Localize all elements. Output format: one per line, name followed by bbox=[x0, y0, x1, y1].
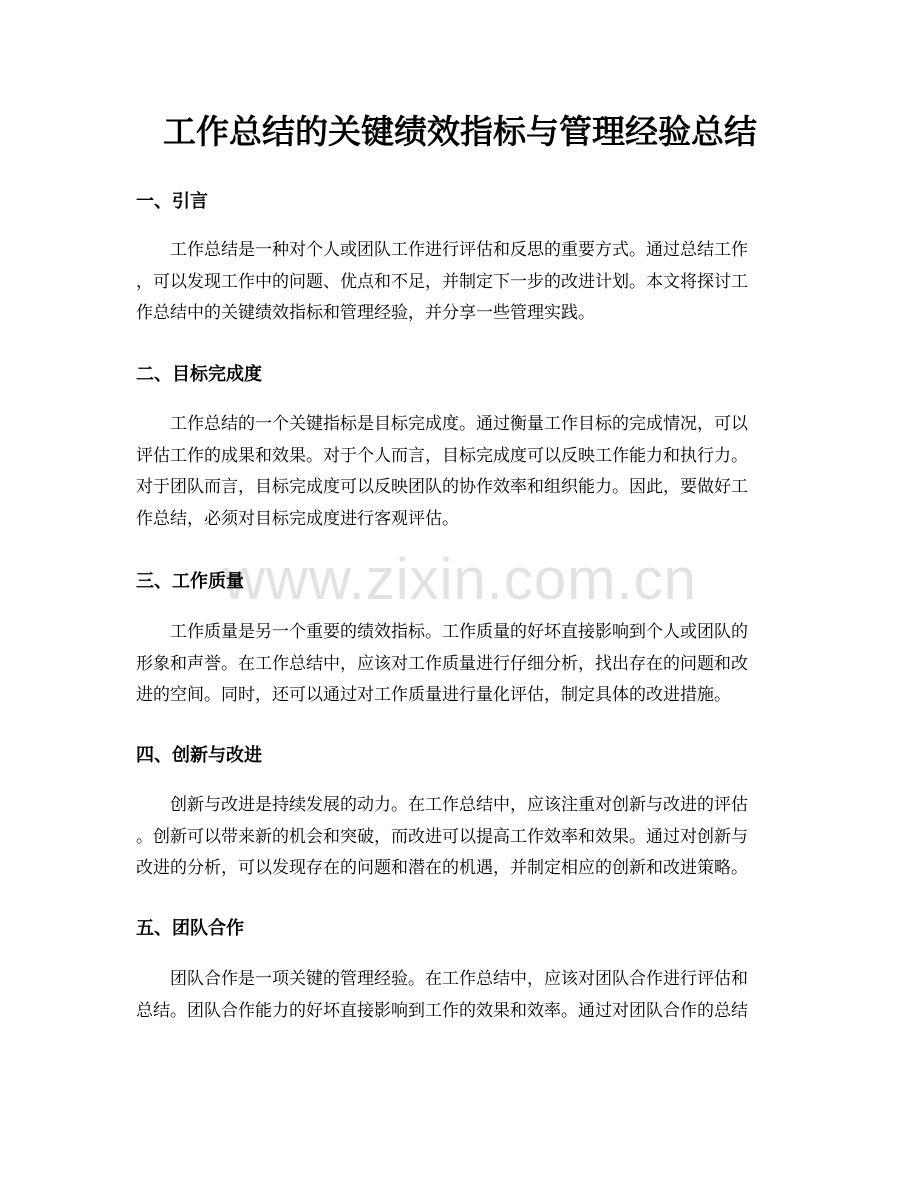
section-heading-work-quality: 三、工作质量 bbox=[136, 571, 244, 592]
paragraph-line: 作总结，必须对目标完成度进行客观评估。 bbox=[136, 508, 459, 529]
section-heading-goal-completion: 二、目标完成度 bbox=[136, 364, 262, 385]
paragraph-line: ，可以发现工作中的问题、优点和不足，并制定下一步的改进计划。本文将探讨工 bbox=[136, 271, 748, 292]
section-heading-teamwork: 五、团队合作 bbox=[136, 918, 244, 939]
section-heading-innovation: 四、创新与改进 bbox=[136, 745, 262, 766]
paragraph-line: 作总结中的关键绩效指标和管理经验，并分享一些管理实践。 bbox=[136, 303, 595, 323]
section-heading-intro: 一、引言 bbox=[136, 191, 208, 212]
section-paragraph-goal-completion bbox=[136, 409, 788, 535]
section-paragraph-teamwork bbox=[136, 964, 788, 1027]
paragraph-line: 进的空间。同时，还可以通过对工作质量进行量化评估，制定具体的改进措施。 bbox=[136, 685, 731, 705]
paragraph-line: 形象和声誉。在工作总结中，应该对工作质量进行仔细分析，找出存在的问题和改 bbox=[136, 653, 748, 674]
paragraph-line: 。创新可以带来新的机会和突破，而改进可以提高工作效率和效果。通过对创新与 bbox=[136, 826, 748, 847]
paragraph-line: 工作总结是一种对个人或团队工作进行评估和反思的重要方式。通过总结工作 bbox=[170, 240, 748, 260]
paragraph-line: 改进的分析，可以发现存在的问题和潜在的机遇，并制定相应的创新和改进策略。 bbox=[136, 858, 748, 878]
paragraph-line: 工作质量是另一个重要的绩效指标。工作质量的好坏直接影响到个人或团队的 bbox=[170, 622, 748, 642]
section-paragraph-innovation bbox=[136, 790, 788, 885]
paragraph-line: 对于团队而言，目标完成度可以反映团队的协作效率和组织能力。因此，要做好工 bbox=[136, 477, 748, 497]
paragraph-line: 总结。团队合作能力的好坏直接影响到工作的效果和效率。通过对团队合作的总结 bbox=[136, 1000, 748, 1021]
section-paragraph-work-quality bbox=[136, 617, 788, 712]
section-paragraph-intro bbox=[136, 235, 788, 330]
paragraph-line: 工作总结的一个关键指标是目标完成度。通过衡量工作目标的完成情况，可以 bbox=[170, 414, 748, 434]
paragraph-line: 团队合作是一项关键的管理经验。在工作总结中，应该对团队合作进行评估和 bbox=[170, 969, 748, 989]
watermark: www.zixin.com.cn bbox=[223, 547, 697, 612]
document-title: 工作总结的关键绩效指标与管理经验总结 bbox=[163, 112, 757, 151]
paragraph-line: 评估工作的成果和效果。对于个人而言，目标完成度可以反映工作能力和执行力。 bbox=[136, 445, 748, 466]
paragraph-line: 创新与改进是持续发展的动力。在工作总结中，应该注重对创新与改进的评估 bbox=[170, 795, 748, 815]
